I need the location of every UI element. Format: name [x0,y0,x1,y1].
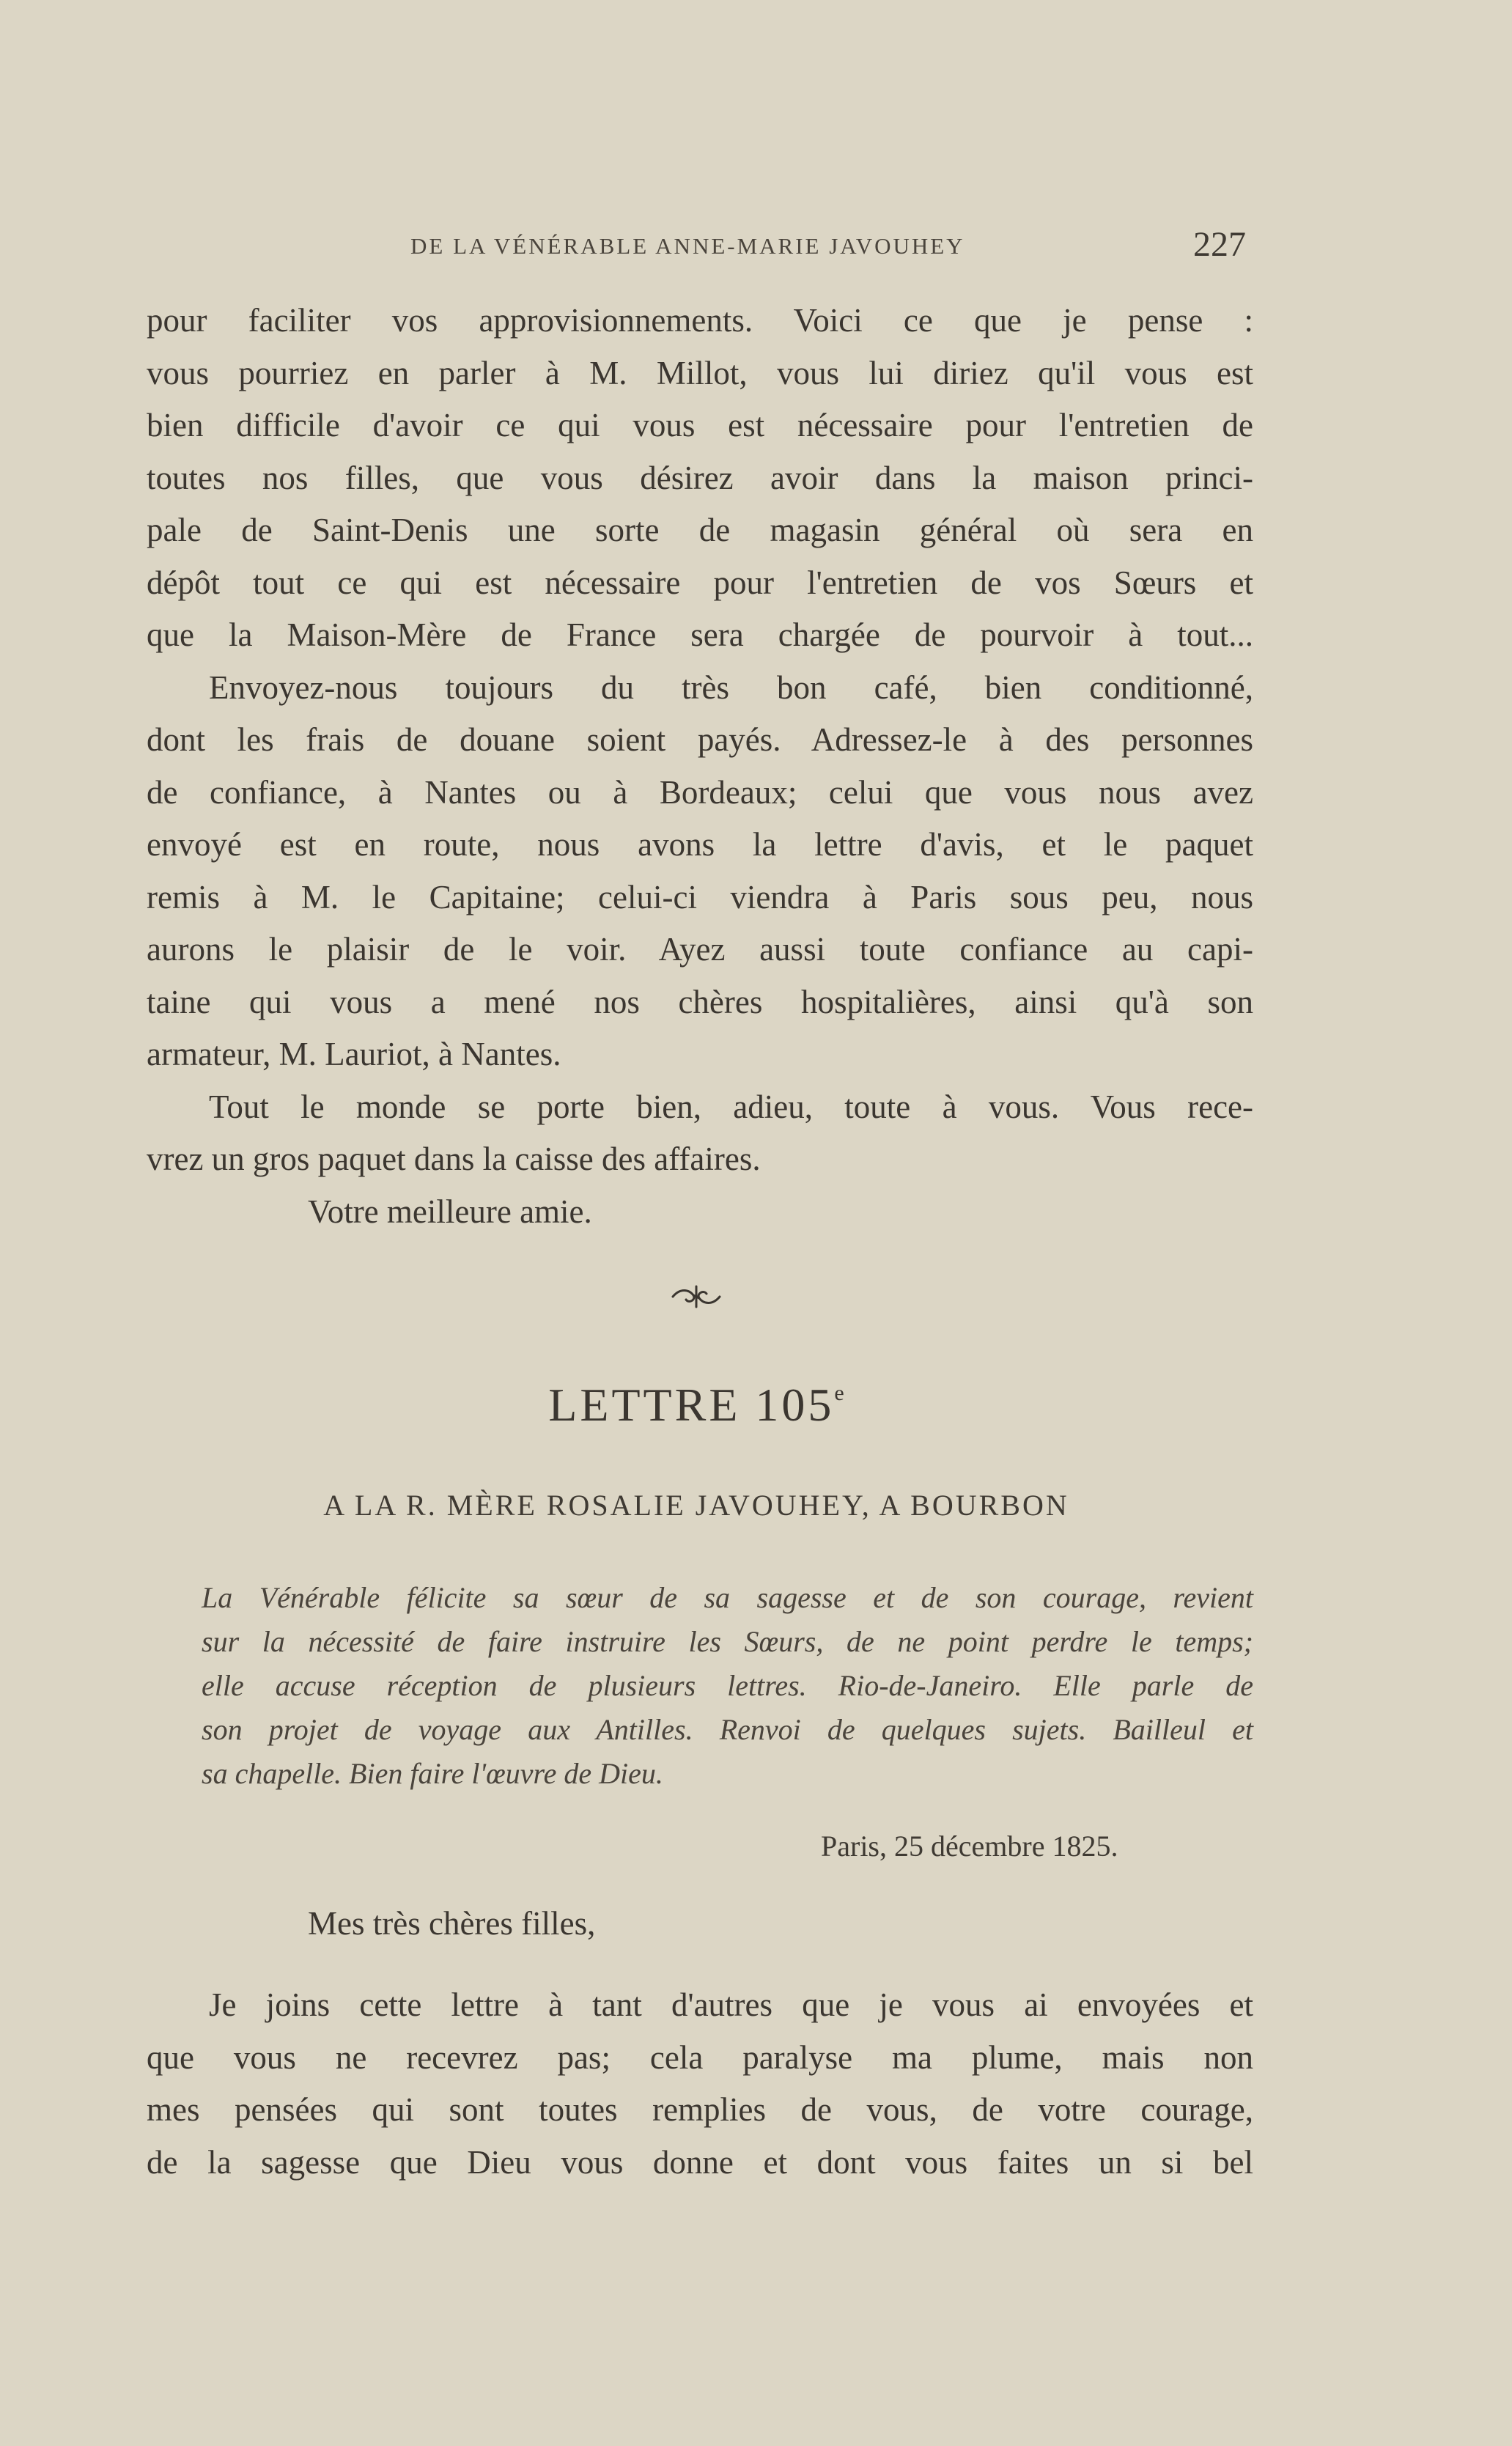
text-line: pale de Saint-Denis une sorte de magasin général où sera en [147,512,1253,548]
text-line: dépôt tout ce qui est nécessaire pour l'entretien de vos Sœurs et [147,564,1253,601]
text-line: remis à M. le Capitaine; celui-ci viendra à Paris sous peu, nous [147,878,1253,916]
text-line: bien difficile d'avoir ce qui vous est nécessaire pour l'entretien de [147,407,1253,443]
fleuron-ornament-icon [667,1278,726,1314]
text-line: mes pensées qui sont toutes remplies de vous, de votre courage, [147,2091,1253,2128]
letter-title-suffix: e [834,1381,844,1405]
letter-recipient: A LA R. MÈRE ROSALIE JAVOUHEY, A BOURBON [323,1489,1069,1522]
letter-body-text [147,1979,1253,2189]
letter-summary [202,1576,1253,1796]
text-line: dont les frais de douane soient payés. Adressez-le à des personnes [147,721,1253,758]
text-line: que vous ne recevrez pas; cela paralyse ma plume, mais non [147,2038,1253,2076]
text-line: que la Maison-Mère de France sera chargée de pourvoir à tout... [147,616,1253,653]
text-line: de confiance, à Nantes ou à Bordeaux; celui que vous nous avez [147,773,1253,811]
text-line: vous pourriez en parler à M. Millot, vous lui diriez qu'il vous est [147,354,1253,391]
closing-signature: Votre meilleure amie. [308,1193,592,1230]
summary-line: sur la nécessité de faire instruire les Sœurs, de ne point perdre le temps; [202,1625,1253,1658]
text-line: de la sagesse que Dieu vous donne et dont vous faites un si bel [147,2143,1253,2181]
text-line: envoyé est en route, nous avons la lettre d'avis, et le paquet [147,826,1253,863]
text-line: Je joins cette lettre à tant d'autres que je vous ai envoyées et [209,1986,1253,2023]
summary-line: La Vénérable félicite sa sœur de sa sagesse et de son courage, revient [202,1581,1253,1614]
summary-line: son projet de voyage aux Antilles. Renvoi de quelques sujets. Bailleul et [202,1713,1253,1746]
text-line: pour faciliter vos approvisionnements. Voici ce que je pense : [147,302,1253,339]
summary-line: sa chapelle. Bien faire l'œuvre de Dieu. [202,1757,663,1790]
text-line: aurons le plaisir de le voir. Ayez aussi toute confiance au capi- [147,931,1253,968]
text-line: armateur, M. Lauriot, à Nantes. [147,1036,561,1072]
text-line: Tout le monde se porte bien, adieu, toute à vous. Vous rece- [209,1088,1253,1125]
previous-letter-text [147,295,1253,1238]
letter-title-text: LETTRE 105 [548,1379,835,1431]
salutation: Mes très chères filles, [308,1905,596,1942]
page-number: 227 [1193,225,1246,264]
text-line: vrez un gros paquet dans la caisse des affaires. [147,1141,761,1177]
summary-line: elle accuse réception de plusieurs lettres. Rio-de-Janeiro. Elle parle de [202,1669,1253,1702]
dateline: Paris, 25 décembre 1825. [821,1830,1118,1863]
text-line: taine qui vous a mené nos chères hospitalières, ainsi qu'à son [147,983,1253,1020]
text-line: toutes nos filles, que vous désirez avoir dans la maison princi- [147,459,1253,496]
running-head: DE LA VÉNÉRABLE ANNE-MARIE JAVOUHEY [410,233,965,259]
text-line: Envoyez-nous toujours du très bon café, bien conditionné, [209,668,1253,706]
letter-title [0,1378,1393,1432]
